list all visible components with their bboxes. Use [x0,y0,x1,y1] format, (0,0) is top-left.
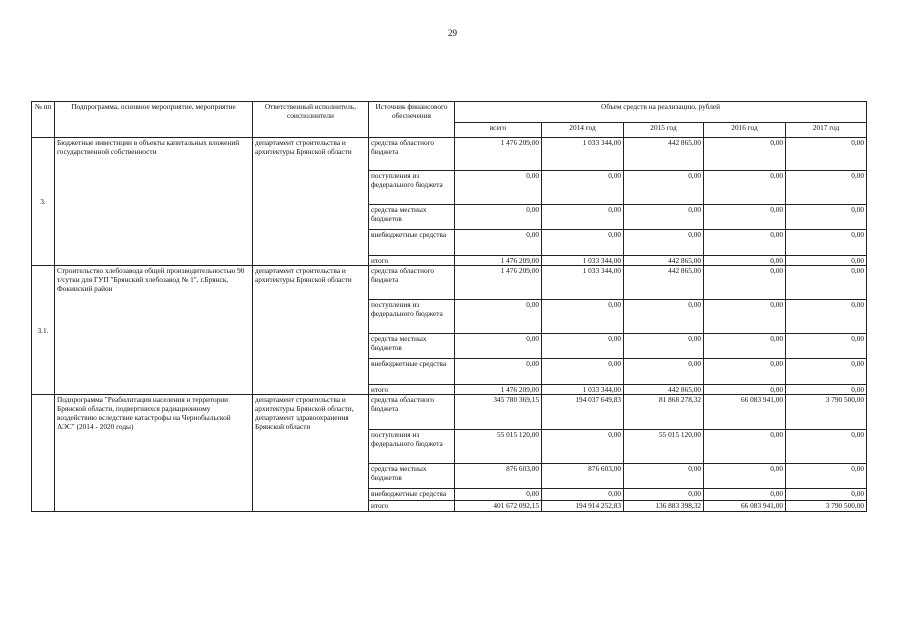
amount-cell: 0,00 [786,300,867,334]
amount-cell: 1 033 344,00 [542,385,624,395]
funding-source: средства областного бюджета [369,395,455,430]
amount-cell: 0,00 [786,266,867,300]
amount-cell: 194 914 252,83 [542,501,624,512]
header-year: 2015 год [624,123,704,138]
amount-cell: 1 476 209,00 [455,256,542,266]
amount-cell: 1 476 209,00 [455,266,542,300]
amount-cell: 0,00 [704,385,786,395]
amount-cell: 0,00 [624,334,704,359]
funding-source: средства местных бюджетов [369,205,455,230]
amount-cell: 3 790 500,00 [786,501,867,512]
amount-cell: 0,00 [786,334,867,359]
funding-source: поступления из федерального бюджета [369,430,455,464]
program-name: Бюджетные инвестиции в объекты капитальных вложений государственной собственности [55,138,253,266]
funding-source: итого [369,256,455,266]
amount-cell: 194 037 649,83 [542,395,624,430]
amount-cell: 0,00 [542,430,624,464]
row-number [32,395,55,512]
amount-cell: 0,00 [704,256,786,266]
amount-cell: 0,00 [704,359,786,385]
amount-cell: 0,00 [704,489,786,501]
header-year: всего [455,123,542,138]
header-executor: Ответственный исполнитель, соисполнители [253,102,369,138]
header-volume: Объем средств на реализацию, рублей [455,102,867,123]
amount-cell: 0,00 [786,138,867,171]
header-year: 2016 год [704,123,786,138]
header-num: № пп [32,102,55,138]
executor: департамент строительства и архитектуры Брянской области [253,266,369,395]
funding-source: внебюджетные средства [369,230,455,256]
amount-cell: 0,00 [455,205,542,230]
amount-cell: 0,00 [624,464,704,489]
amount-cell: 442 865,00 [624,256,704,266]
amount-cell: 66 083 941,00 [704,501,786,512]
amount-cell: 81 868 278,32 [624,395,704,430]
amount-cell: 0,00 [704,230,786,256]
amount-cell: 0,00 [542,205,624,230]
header-source: Источник финансового обеспечения [369,102,455,138]
amount-cell: 0,00 [786,205,867,230]
amount-cell: 0,00 [455,230,542,256]
amount-cell: 0,00 [455,334,542,359]
amount-cell: 0,00 [455,300,542,334]
funding-source: внебюджетные средства [369,489,455,501]
amount-cell: 0,00 [624,205,704,230]
page-number: 29 [448,28,457,38]
amount-cell: 442 865,00 [624,266,704,300]
amount-cell: 401 672 092,15 [455,501,542,512]
header-row [32,102,867,123]
amount-cell: 0,00 [542,359,624,385]
amount-cell: 0,00 [542,171,624,205]
header-program: Подпрограмма, основное мероприятие, мероприятие [55,102,253,138]
amount-cell: 1 476 209,00 [455,385,542,395]
amount-cell: 0,00 [455,359,542,385]
amount-cell: 0,00 [624,300,704,334]
amount-cell: 0,00 [786,359,867,385]
amount-cell: 0,00 [704,171,786,205]
amount-cell: 0,00 [786,489,867,501]
row-number: 3.1. [32,266,55,395]
amount-cell: 1 033 344,00 [542,138,624,171]
amount-cell: 0,00 [455,489,542,501]
funding-source: средства областного бюджета [369,266,455,300]
amount-cell: 1 033 344,00 [542,256,624,266]
amount-cell: 1 476 209,00 [455,138,542,171]
program-name: Строительство хлебозавода общей производительностью 90 т/сутки для ГУП "Брянский хлебозавод № 1", г.Брянск, Фокинский район [55,266,253,395]
table-row [32,395,867,430]
amount-cell: 442 865,00 [624,385,704,395]
program-name: Подпрограмма "Реабилитация населения и территории Брянской области, подвергшихся радиационному воздействию вследствие катастрофы на Чернобыльской АЭС" (2014 - 2020 годы) [55,395,253,512]
amount-cell: 345 780 369,15 [455,395,542,430]
amount-cell: 0,00 [624,489,704,501]
amount-cell: 0,00 [704,266,786,300]
executor: департамент строительства и архитектуры Брянской области, департамент здравоохранения Брянской области [253,395,369,512]
amount-cell: 0,00 [704,464,786,489]
amount-cell: 0,00 [786,171,867,205]
amount-cell: 0,00 [786,256,867,266]
amount-cell: 0,00 [624,359,704,385]
funding-source: средства местных бюджетов [369,464,455,489]
table-row [32,138,867,171]
amount-cell: 0,00 [704,334,786,359]
amount-cell: 0,00 [704,138,786,171]
table-row [32,266,867,300]
amount-cell: 55 015 120,00 [455,430,542,464]
amount-cell: 876 603,00 [455,464,542,489]
amount-cell: 0,00 [624,230,704,256]
amount-cell: 0,00 [704,430,786,464]
amount-cell: 0,00 [624,171,704,205]
funding-source: итого [369,501,455,512]
header-year: 2014 год [542,123,624,138]
amount-cell: 3 790 500,00 [786,395,867,430]
funding-source: средства областного бюджета [369,138,455,171]
amount-cell: 0,00 [786,430,867,464]
funding-source: поступления из федерального бюджета [369,300,455,334]
amount-cell: 0,00 [542,230,624,256]
executor: департамент строительства и архитектуры Брянской области [253,138,369,266]
funding-source: средства местных бюджетов [369,334,455,359]
header-year: 2017 год [786,123,867,138]
amount-cell: 0,00 [786,464,867,489]
amount-cell: 0,00 [786,385,867,395]
amount-cell: 1 033 344,00 [542,266,624,300]
amount-cell: 66 083 941,00 [704,395,786,430]
amount-cell: 0,00 [542,334,624,359]
funding-source: внебюджетные средства [369,359,455,385]
amount-cell: 55 015 120,00 [624,430,704,464]
amount-cell: 0,00 [704,300,786,334]
amount-cell: 0,00 [786,230,867,256]
amount-cell: 0,00 [455,171,542,205]
amount-cell: 136 883 398,32 [624,501,704,512]
row-number: 3. [32,138,55,266]
amount-cell: 0,00 [542,300,624,334]
amount-cell: 0,00 [704,205,786,230]
amount-cell: 442 865,00 [624,138,704,171]
funding-source: итого [369,385,455,395]
amount-cell: 0,00 [542,489,624,501]
table-body [32,138,867,512]
amount-cell: 876 603,00 [542,464,624,489]
funding-source: поступления из федерального бюджета [369,171,455,205]
budget-table [31,101,867,512]
